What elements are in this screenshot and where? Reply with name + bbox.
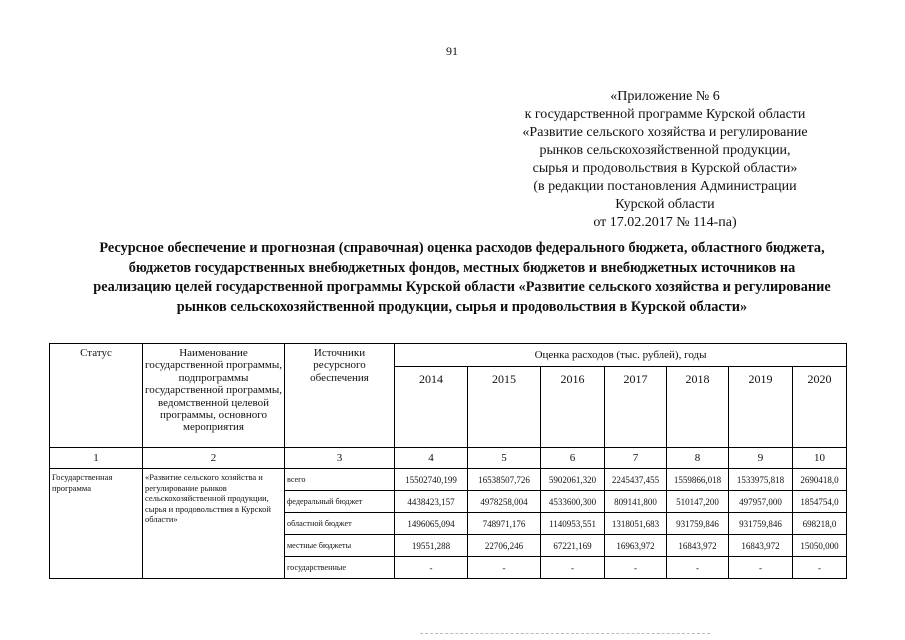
value-cell: - (667, 557, 729, 579)
column-number: 5 (468, 448, 541, 469)
appendix-line: (в редакции постановления Администрации (533, 179, 797, 194)
appendix-line: рынков сельскохозяйственной продукции, (539, 143, 791, 158)
title-line: реализацию целей государственной программы Курской области «Развитие сельского хозяйства и регулирование (93, 279, 831, 295)
program-status: Государственная программа (50, 469, 143, 579)
year-header: 2017 (605, 367, 667, 448)
column-number: 8 (667, 448, 729, 469)
source-cell: всего (285, 469, 395, 491)
page-number: 91 (446, 44, 458, 58)
source-cell: государственные (285, 557, 395, 579)
appendix-line: от 17.02.2017 № 114-па) (593, 215, 737, 230)
value-cell: 497957,000 (729, 491, 793, 513)
value-cell: 4438423,157 (395, 491, 468, 513)
appendix-line: к государственной программе Курской области (524, 107, 806, 122)
table-row (50, 469, 847, 491)
value-cell: - (468, 557, 541, 579)
value-cell: 1496065,094 (395, 513, 468, 535)
value-cell: 2690418,0 (793, 469, 847, 491)
value-cell: 16963,972 (605, 535, 667, 557)
title-line: бюджетов государственных внебюджетных фондов, местных бюджетов и внебюджетных источников на (128, 259, 796, 276)
value-cell: 5902061,320 (541, 469, 605, 491)
source-cell: федеральный бюджет (285, 491, 395, 513)
value-cell: - (395, 557, 468, 579)
value-cell: - (729, 557, 793, 579)
header-estimate: Оценка расходов (тыс. рублей), годы (395, 344, 847, 367)
year-header: 2015 (468, 367, 541, 448)
value-cell: 4533600,300 (541, 491, 605, 513)
year-header: 2016 (541, 367, 605, 448)
value-cell: 4978258,004 (468, 491, 541, 513)
column-number: 3 (285, 448, 395, 469)
resource-table (49, 343, 847, 579)
title-line: Ресурсное обеспечение и прогнозная (справочная) оценка расходов федерального бюджета, областного бюджета, (99, 240, 825, 256)
value-cell: 19551,288 (395, 535, 468, 557)
value-cell: - (793, 557, 847, 579)
header-sources: Источники ресурсного обеспечения (285, 344, 395, 448)
column-number: 9 (729, 448, 793, 469)
value-cell: 1140953,551 (541, 513, 605, 535)
appendix-block (470, 88, 860, 232)
value-cell: 22706,246 (468, 535, 541, 557)
value-cell: 67221,169 (541, 535, 605, 557)
value-cell: 16843,972 (667, 535, 729, 557)
value-cell: 931759,846 (667, 513, 729, 535)
column-number: 1 (50, 448, 143, 469)
appendix-line: «Развитие сельского хозяйства и регулирование (522, 125, 808, 140)
scan-artifact-line (420, 633, 710, 635)
value-cell: 931759,846 (729, 513, 793, 535)
appendix-line: Курской области (615, 197, 715, 212)
value-cell: 2245437,455 (605, 469, 667, 491)
value-cell: 16538507,726 (468, 469, 541, 491)
year-header: 2020 (793, 367, 847, 448)
header-status: Статус (50, 344, 143, 448)
column-number: 6 (541, 448, 605, 469)
column-number: 7 (605, 448, 667, 469)
title-line: рынков сельскохозяйственной продукции, сырья и продовольствия в Курской области» (176, 298, 748, 315)
column-number: 10 (793, 448, 847, 469)
value-cell: 15502740,199 (395, 469, 468, 491)
value-cell: 16843,972 (729, 535, 793, 557)
appendix-line: «Приложение № 6 (610, 89, 720, 104)
value-cell: 15050,000 (793, 535, 847, 557)
value-cell: 510147,200 (667, 491, 729, 513)
column-number-row (50, 448, 847, 469)
value-cell: - (605, 557, 667, 579)
appendix-line: сырья и продовольствия в Курской области» (532, 161, 798, 176)
value-cell: 1854754,0 (793, 491, 847, 513)
year-header: 2019 (729, 367, 793, 448)
value-cell: - (541, 557, 605, 579)
value-cell: 1533975,818 (729, 469, 793, 491)
value-cell: 809141,800 (605, 491, 667, 513)
source-cell: областной бюджет (285, 513, 395, 535)
source-cell: местные бюджеты (285, 535, 395, 557)
year-header: 2018 (667, 367, 729, 448)
year-header: 2014 (395, 367, 468, 448)
document-title (40, 239, 884, 317)
header-name: Наименование государственной программы, подпрограммы государственной программы, ведомственной целевой программы, основного мероприятия (143, 344, 285, 448)
program-name: «Развитие сельского хозяйства и регулирование рынков сельскохозяйственной продукции, сырья и продовольствия в Курской области» (143, 469, 285, 579)
value-cell: 1559866,018 (667, 469, 729, 491)
column-number: 2 (143, 448, 285, 469)
value-cell: 748971,176 (468, 513, 541, 535)
value-cell: 1318051,683 (605, 513, 667, 535)
value-cell: 698218,0 (793, 513, 847, 535)
column-number: 4 (395, 448, 468, 469)
